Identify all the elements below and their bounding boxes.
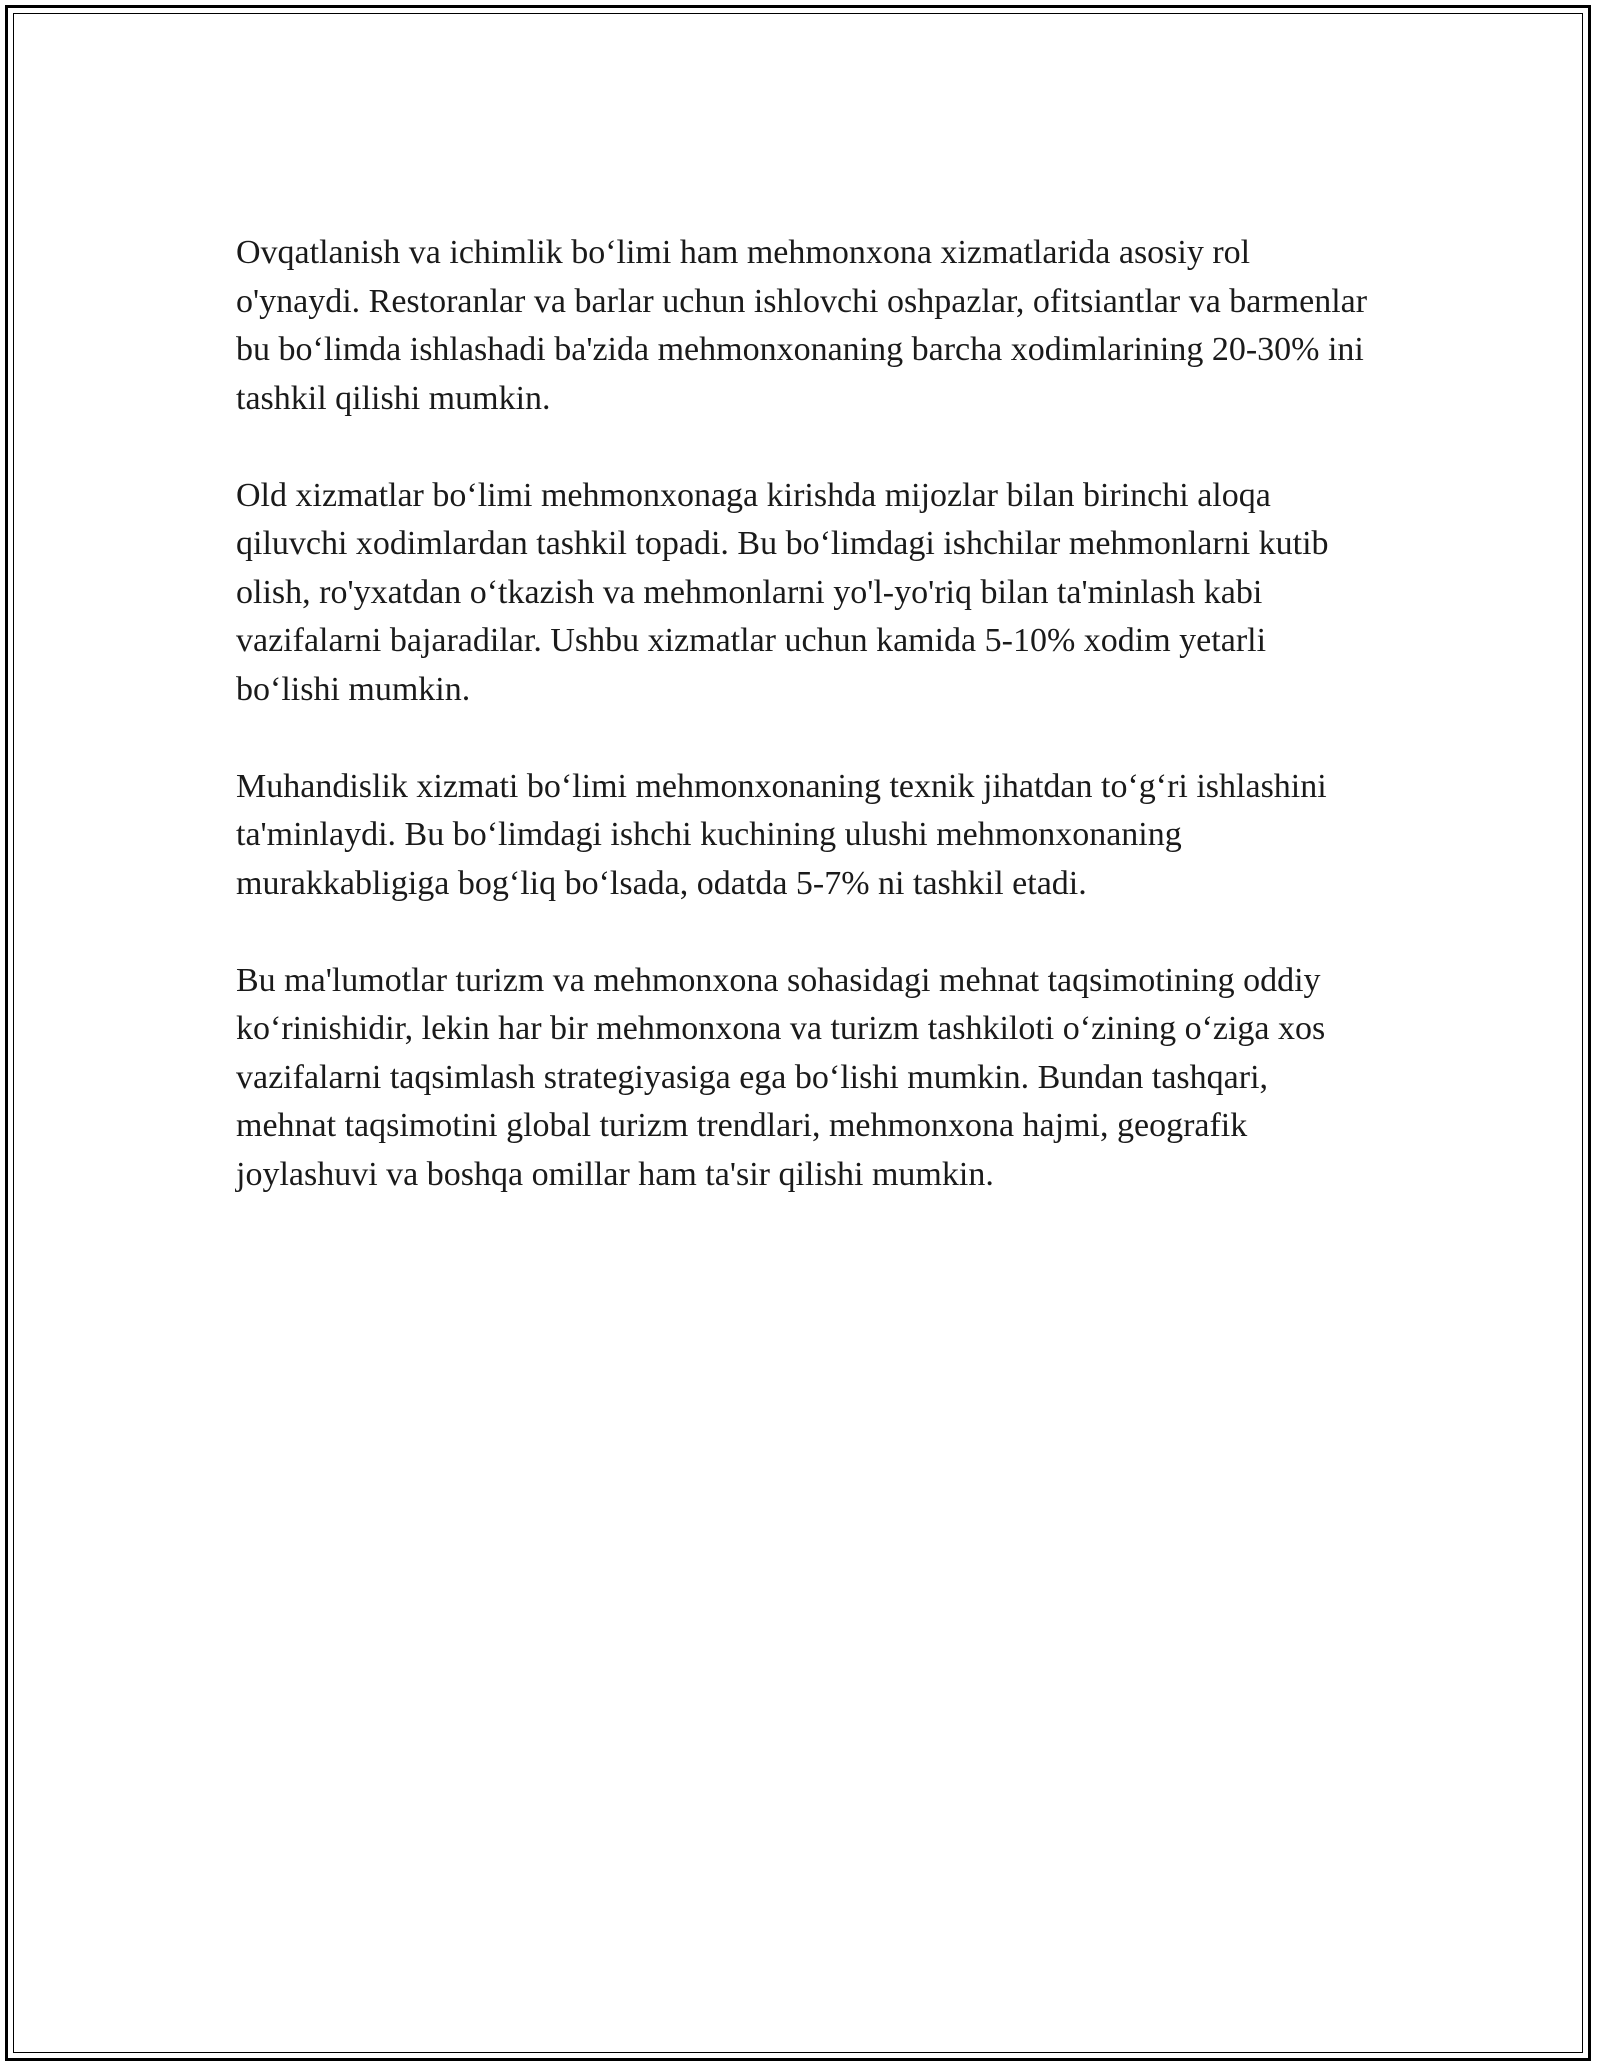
paragraph-engineering: Muhandislik xizmati bo‘limi mehmonxonaning texnik jihatdan to‘g‘ri ishlashini ta'minlaydi. Bu bo‘limdagi ishchi kuchining ulushi mehmonxonaning murakkabligiga bog‘liq bo‘lsada, odatda 5-7% ni tashkil etadi. bbox=[236, 767, 1327, 902]
paragraph-food-beverage: Ovqatlanish va ichimlik bo‘limi ham mehmonxona xizmatlarida asosiy rol o'ynaydi. Restoranlar va barlar uchun ishlovchi oshpazlar, ofitsiantlar va barmenlar bu bo‘limda ishlashadi ba'zida mehmonxonaning barcha xodimlarining 20-30% ini tashkil qilishi mumkin. bbox=[236, 234, 1368, 417]
document-body bbox=[236, 229, 1376, 1248]
paragraph-front-office: Old xizmatlar bo‘limi mehmonxonaga kirishda mijozlar bilan birinchi aloqa qiluvchi xodimlardan tashkil topadi. Bu bo‘limdagi ishchilar mehmonlarni kutib olish, ro'yxatdan o‘tkazish va mehmonlarni yo'l-yo'riq bilan ta'minlash kabi vazifalarni bajaradilar. Ushbu xizmatlar uchun kamida 5-10% xodim yetarli bo‘lishi mumkin. bbox=[236, 476, 1329, 708]
paragraph-summary: Bu ma'lumotlar turizm va mehmonxona sohasidagi mehnat taqsimotining oddiy ko‘rinishidir, lekin har bir mehmonxona va turizm tashkiloti o‘zining o‘ziga xos vazifalarni taqsimlash strategiyasiga ega bo‘lishi mumkin. Bundan tashqari, mehnat taqsimotini global turizm trendlari, mehmonxona hajmi, geografik joylashuvi va boshqa omillar ham ta'sir qilishi mumkin. bbox=[236, 961, 1326, 1193]
